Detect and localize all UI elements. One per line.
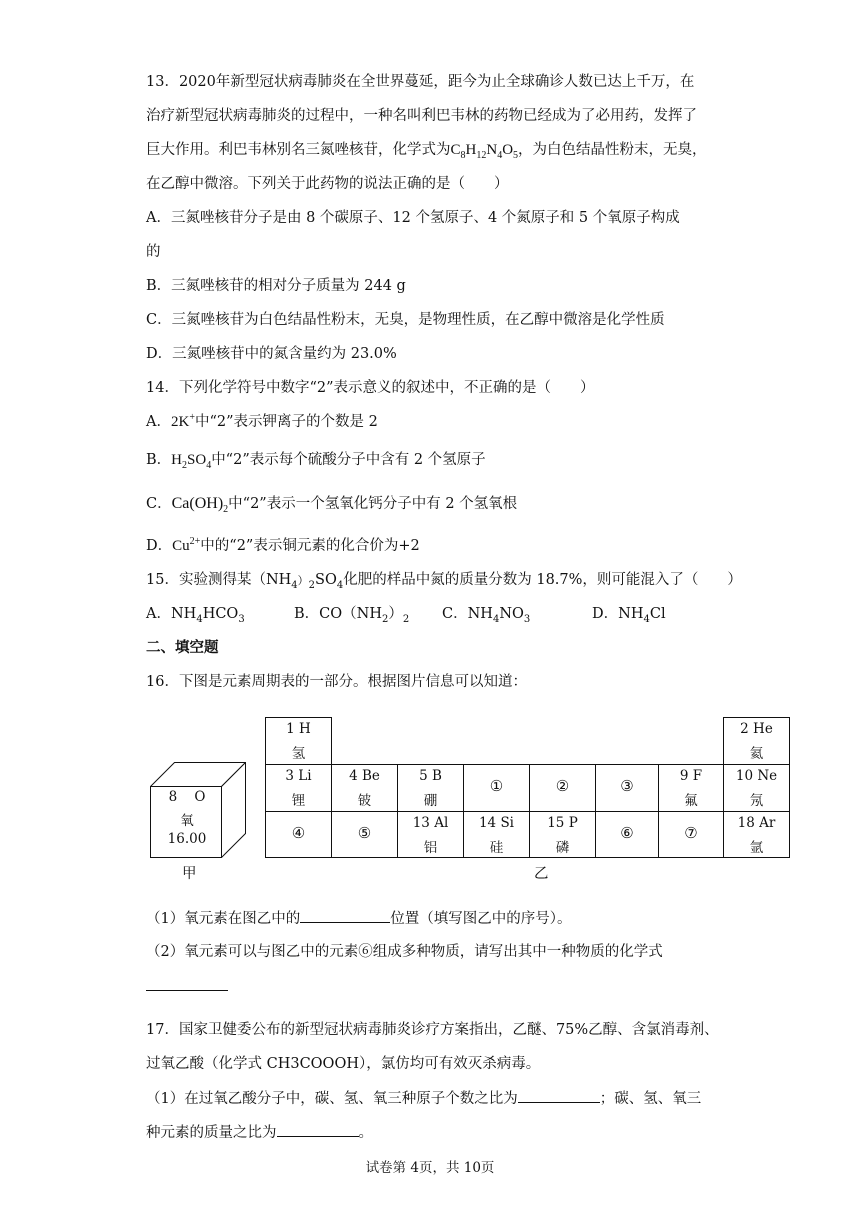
answer-blank-2[interactable] [146,990,228,991]
cube-atomic-number: 8 [168,789,178,805]
cell-silicon-name: 硅 [489,840,504,856]
cube-element-name: 氧 [180,813,194,829]
q13-option-a-cont: 的 [146,244,161,260]
cell-silicon [463,811,530,858]
cell-argon [723,811,790,858]
q14-option-c [146,494,517,514]
q13-line-3-tail: ，为白色结晶性粉末，无臭， [518,142,707,158]
oxygen-element-cube [150,762,246,858]
q17-sub-1-text: （1）在过氧乙酸分子中，碳、氢、氧三种原子个数之比为 [146,1091,518,1107]
cell-phosphorus-name: 磷 [555,840,570,856]
cell-silicon-symbol: 14 Si [478,815,515,831]
symbol-caoh2: $Ca(OH)_2$ [171,495,229,516]
cell-lithium-name: 锂 [291,793,306,809]
q15-stem-b: SO [315,572,337,588]
q13-option-b: B．三氮唑核苷的相对分子质量为 244 g [146,278,406,294]
q14-option-d-label: D． [146,538,173,554]
symbol-h2so4: $H_2SO_4$ [171,452,212,471]
cell-blank-1 [463,764,530,812]
q14-option-d-text: 中的“2”表示铜元素的化合价为+2 [200,538,420,554]
q15-option-a: A．$NH_4HCO_3$ [146,606,245,625]
cell-helium [723,717,790,765]
cell-blank-4 [265,811,332,858]
answer-blank-3[interactable] [518,1088,600,1103]
answer-blank-1[interactable] [300,908,390,923]
cell-lithium [265,764,332,812]
cell-neon-symbol: 10 Ne [735,768,778,784]
cell-blank-5 [331,811,398,858]
q14-option-c-label: C． [146,496,172,512]
cell-aluminium-symbol: 13 Al [412,815,449,831]
cell-lithium-symbol: 3 Li [285,768,312,784]
cell-boron-symbol: 5 B [419,768,442,784]
cell-aluminium-name: 铝 [423,840,438,856]
cell-fluorine-symbol: 9 F [679,768,703,784]
cell-blank-3-label: ③ [620,777,634,795]
cell-blank-6-label: ⑥ [620,824,634,842]
cell-fluorine [658,764,724,812]
cell-blank-3 [595,764,659,812]
cell-fluorine-name: 氟 [684,793,698,809]
cube-front-face [150,786,222,858]
q15-stem-a: 15．实验测得某（NH [146,572,292,588]
cell-hydrogen-name: 氢 [291,746,306,762]
cell-blank-4-label: ④ [291,824,306,842]
cell-phosphorus-symbol: 15 P [547,815,578,831]
q14-stem: 14．下列化学符号中数字“2”表示意义的叙述中，不正确的是（ ） [146,380,595,396]
q13-line-1: 13．2020年新型冠状病毒肺炎在全世界蔓延，距今为止全球确诊人数已达上千万，在 [146,74,695,90]
cell-helium-name: 氦 [749,746,764,762]
cell-neon [723,764,790,812]
periodic-table-fragment [265,717,790,858]
cell-beryllium-name: 铍 [357,793,372,809]
q17-sub-1-end: 。 [358,1125,373,1141]
q14-option-b-text: 中“2”表示每个硫酸分子中含有 2 个氢原子 [211,452,486,468]
q13-option-c: C．三氮唑核苷为白色结晶性粉末，无臭，是物理性质，在乙醇中微溶是化学性质 [146,312,665,328]
cell-helium-symbol: 2 He [740,721,773,737]
page-footer: 试卷第 4页，共 10页 [365,1160,495,1176]
q15-stem-c: 化肥的样品中氮的质量分数为 18.7%，则可能混入了（ ） [343,572,742,588]
q15-option-b: B．$CO(NH_2)_2$ [294,606,410,625]
symbol-cu2plus: $Cu^{2+}$ [172,536,201,554]
cell-neon-name: 氖 [749,793,764,809]
cell-boron [397,764,464,812]
section-title: 二、填空题 [146,639,219,656]
cell-blank-7 [658,811,724,858]
q17-sub-1-cont-text: 种元素的质量之比为 [146,1125,277,1141]
q13-line-3 [146,140,707,160]
cell-hydrogen [265,717,332,765]
q16-stem: 16．下图是元素周期表的一部分。根据图片信息可以知道： [146,674,527,690]
cell-blank-2 [529,764,596,812]
cube-symbol: O [194,789,206,805]
q16-sub-2: （2）氧元素可以与图乙中的元素⑥组成多种物质，请写出其中一种物质的化学式 [146,944,663,960]
q17-line-1: 17．国家卫健委公布的新型冠状病毒肺炎诊疗方案指出，乙醚、75%乙醇、含氯消毒剂、 [146,1022,719,1038]
ribavirin-formula: $C_8H_{12}N_4O_5$ [450,142,519,161]
q17-line-2: 过氧乙酸（化学式 CH3COOOH），氯仿均可有效灭杀病毒。 [146,1056,541,1072]
cell-argon-name: 氩 [749,840,764,856]
q15-option-c: C．$NH_4NO_3$ [442,606,531,625]
q14-option-a-label: A． [146,414,171,430]
cell-boron-name: 硼 [423,793,438,809]
cube-number-symbol [151,789,223,805]
q14-option-c-text: 中“2”表示一个氢氧化钙分子中有 2 个氢氧根 [228,496,518,512]
figure-jia-caption: 甲 [182,866,197,882]
cell-beryllium [331,764,398,812]
q16-sub-1-text: （1）氧元素在图乙中的 [146,911,301,927]
q17-sub-1-mid: ；碳、氢、氧三 [599,1091,702,1107]
q13-option-d: D．三氮唑核苷中的氮含量约为 23.0% [146,346,397,362]
q17-sub-1 [146,1088,701,1109]
q14-option-a-text: 中“2”表示钾离子的个数是 2 [194,414,378,430]
q16-sub-1-tail: 位置（填写图乙中的序号）。 [390,911,572,927]
q15-stem: 15．实验测得某$(NH_4)_2SO_4$化肥的样品中氮的质量分数为 18.7%，则可能混入了（ ） [146,572,742,591]
figure-yi-caption: 乙 [534,866,549,882]
cell-blank-5-label: ⑤ [357,824,372,842]
q13-line-4: 在乙醇中微溶。下列关于此药物的说法正确的是（ ） [146,176,509,192]
q14-option-d [146,536,420,556]
q13-line-2: 治疗新型冠状病毒肺炎的过程中，一种名叫利巴韦林的药物已经成为了必用药，发挥了 [146,108,697,124]
answer-blank-4[interactable] [277,1122,359,1137]
cell-blank-2-label: ② [555,777,570,795]
cell-blank-7-label: ⑦ [684,824,698,842]
q16-sub-1 [146,908,571,929]
q13-line-3-text: 巨大作用。利巴韦林别名三氮唑核苷，化学式为 [146,142,451,158]
q14-option-b-label: B． [146,452,172,468]
cell-argon-symbol: 18 Ar [737,815,776,831]
cell-beryllium-symbol: 4 Be [349,768,380,784]
q14-option-b [146,450,486,470]
cell-blank-1-label: ① [489,777,504,795]
cell-aluminium [397,811,464,858]
cell-hydrogen-symbol: 1 H [286,721,311,737]
symbol-2k-plus: 2K+ [170,412,195,430]
cube-atomic-mass: 16.00 [167,831,207,847]
cell-phosphorus [529,811,596,858]
q14-option-a [146,412,378,432]
q13-option-a: A．三氮唑核苷分子是由 8 个碳原子、12 个氢原子、4 个氮原子和 5 个氧原子构成 [146,210,680,226]
q17-sub-1-cont [146,1122,373,1143]
q15-option-d: D．$NH_4Cl$ [592,606,666,625]
cell-blank-6 [595,811,659,858]
